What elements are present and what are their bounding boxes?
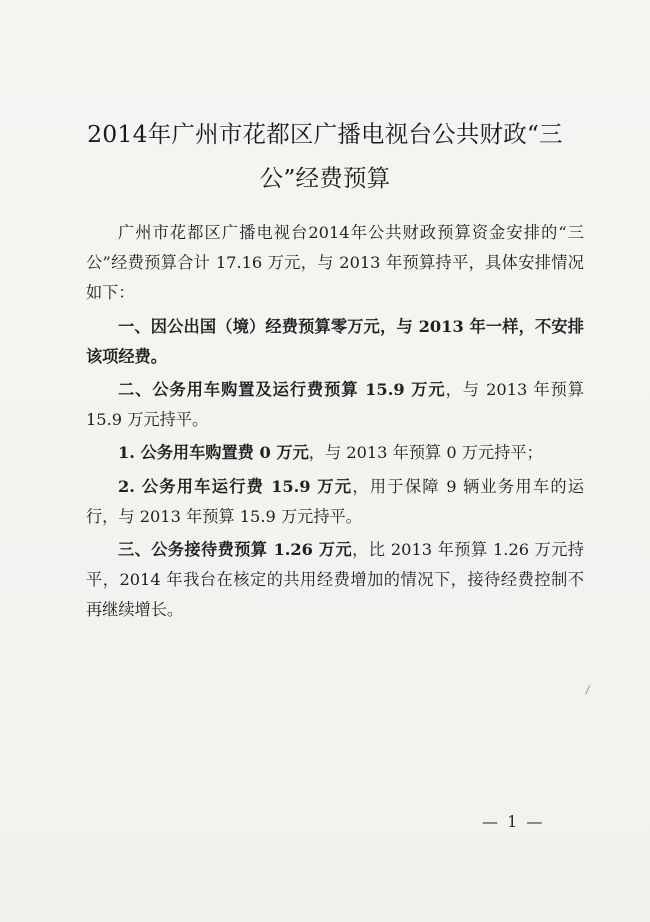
item-2-2-text: ，用于保障 9 辆业务用车的运行，与 2013 年预算 15.9 万元持平。: [86, 476, 584, 526]
item-2-2-heading: 2. 公务用车运行费 15.9 万元: [118, 476, 353, 496]
item-2-1-paragraph: [86, 438, 584, 468]
item-2-2-paragraph: [86, 472, 584, 532]
item-1-paragraph: [86, 312, 584, 372]
item-2-1-text: ，与 2013 年预算 0 万元持平；: [308, 443, 543, 463]
item-2-1-heading: 1. 公务用车购置费 0 万元: [118, 443, 309, 463]
title-line-2: 公”经费预算: [259, 164, 391, 192]
item-3-text: ，比 2013 年预算 1.26 万元持平，2014 年我台在核定的共用经费增加的情况下，接待经费控制不再继续增长。: [86, 540, 584, 620]
item-3-paragraph: [86, 535, 584, 626]
item-2-heading: 二、公务用车购置及运行费预算 15.9 万元: [118, 380, 446, 400]
page-number: — 1 —: [482, 812, 545, 831]
item-2-text: ，与 2013 年预算 15.9 万元持平。: [86, 380, 584, 430]
scan-mark: [585, 685, 596, 697]
document-title: [0, 112, 650, 200]
item-1-text: 一、因公出国（境）经费预算零万元，与 2013 年一样，不安排该项经费。: [86, 316, 584, 366]
item-3-heading: 三、公务接待费预算 1.26 万元: [118, 540, 353, 560]
title-line-1: 2014年广州市花都区广播电视台公共财政“三: [87, 120, 563, 148]
document-body: [86, 218, 584, 626]
intro-paragraph: 广州市花都区广播电视台2014年公共财政预算资金安排的“三公”经费预算合计 17.16 万元，与 2013 年预算持平，具体安排情况如下：: [86, 223, 584, 303]
item-2-paragraph: [86, 375, 584, 435]
